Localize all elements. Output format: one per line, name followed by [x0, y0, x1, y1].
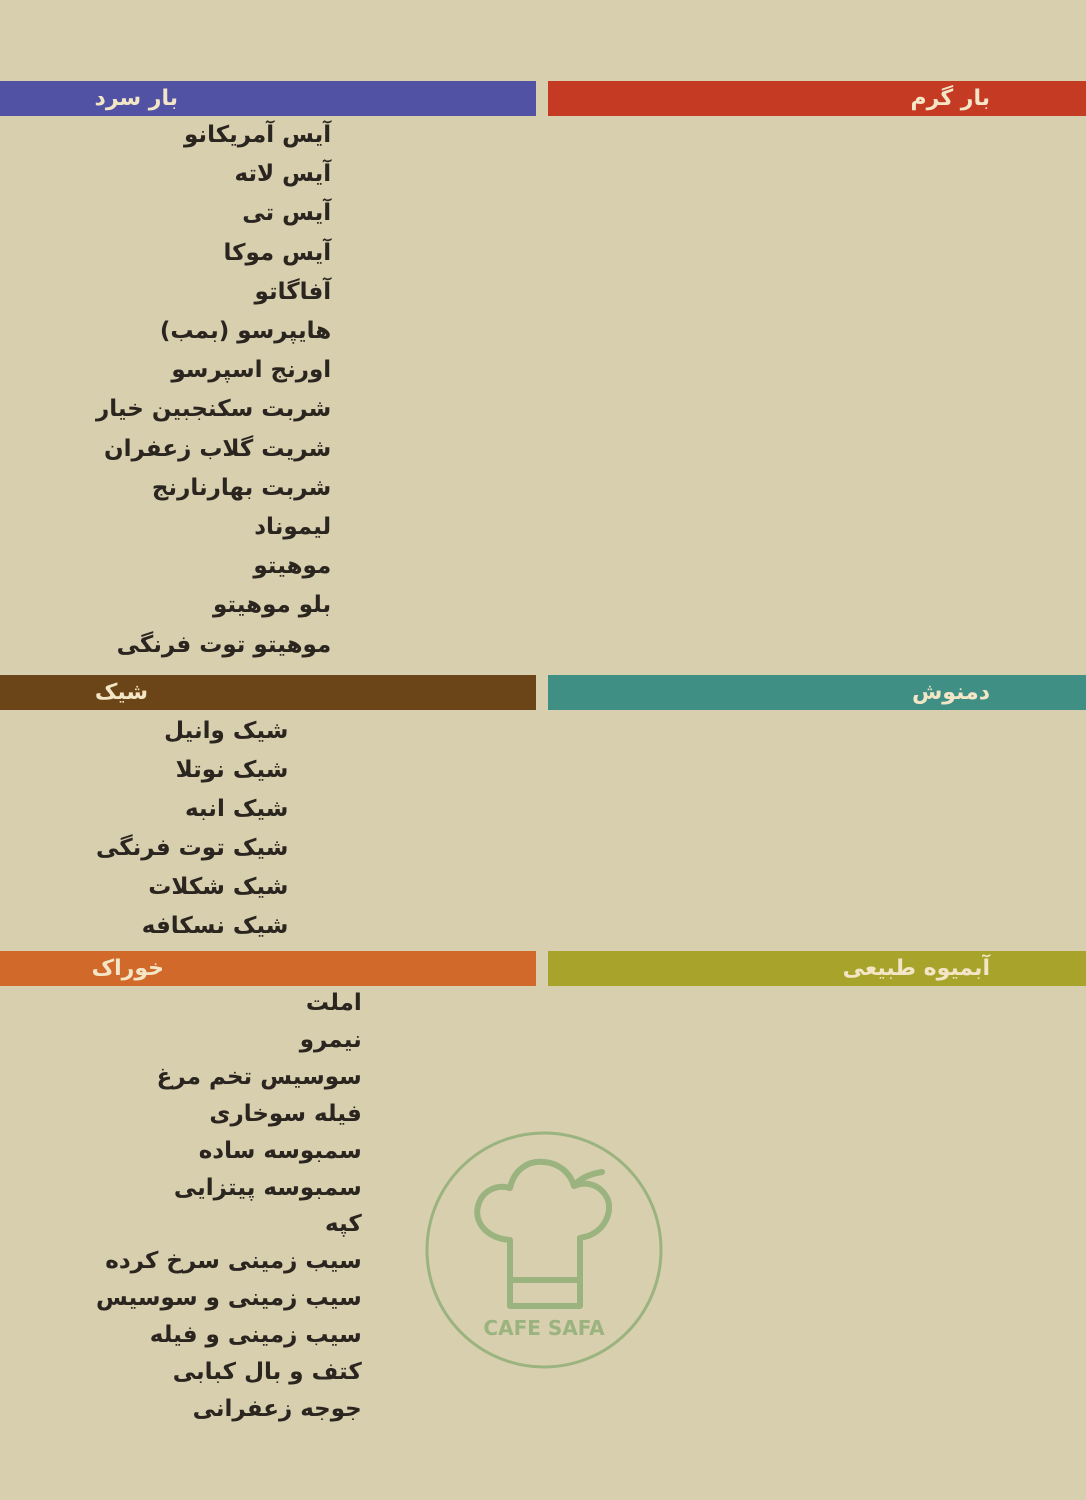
section-header-juice — [548, 951, 1086, 986]
menu-item: شیک نسکافه — [141, 913, 289, 939]
menu-item: موهیتو توت فرنگی — [116, 631, 332, 658]
menu-item: کپه — [325, 1211, 362, 1238]
menu-item: بلو موهیتو — [212, 592, 332, 619]
chef-hat-icon — [477, 1162, 609, 1306]
logo-text: CAFE SAFA — [483, 1316, 605, 1340]
menu-item: شیک توت فرنگی — [96, 835, 289, 861]
menu-item: آفاگاتو — [254, 278, 332, 305]
menu-item: جوجه زعفرانی — [192, 1395, 362, 1422]
section-header-cold-bar — [0, 81, 536, 116]
menu-item: سیب زمینی و فیله — [149, 1322, 362, 1349]
section-title: بار سرد — [94, 86, 178, 111]
menu-item: موهیتو — [253, 553, 332, 580]
menu-item: سیب زمینی سرخ کرده — [105, 1248, 362, 1275]
menu-item: آیس تی — [242, 200, 332, 227]
menu-item: شریت گلاب زعفران — [103, 435, 332, 462]
menu-item: سوسیس تخم مرغ — [156, 1063, 362, 1090]
section-title: شیک — [94, 680, 148, 705]
section-title: بار گرم — [910, 86, 990, 111]
menu-item: شربت بهارنارنج — [151, 474, 332, 501]
menu-item: سمبوسه پیتزایی — [173, 1174, 362, 1201]
menu-list-food — [96, 985, 362, 1428]
menu-item: شیک وانیل — [164, 718, 289, 744]
menu-item: نیمرو — [299, 1026, 362, 1053]
menu-item: شیک شکلات — [148, 874, 289, 900]
menu-item: سمبوسه ساده — [198, 1137, 362, 1164]
section-header-herbal — [548, 675, 1086, 710]
cafe-logo — [424, 1130, 664, 1370]
menu-item: آیس موکا — [223, 239, 332, 266]
section-title: آبمیوه طبیعی — [842, 956, 990, 981]
menu-item: اورنج اسپرسو — [171, 357, 332, 384]
menu-item: شیک نوتلا — [175, 757, 289, 783]
menu-item: سیب زمینی و سوسیس — [96, 1285, 362, 1312]
menu-item: هایپرسو (بمب) — [159, 318, 332, 345]
menu-item: املت — [305, 990, 362, 1016]
menu-item: آیس آمریکانو — [184, 122, 332, 148]
menu-item: کتف و بال کبابی — [172, 1359, 362, 1386]
menu-item: آیس لاته — [234, 161, 332, 188]
menu-item: شربت سکنجبین خیار — [96, 396, 332, 423]
section-header-food — [0, 951, 536, 986]
menu-list-shake — [96, 712, 288, 946]
section-header-shake — [0, 675, 536, 710]
section-title: دمنوش — [911, 680, 990, 705]
menu-item: شیک انبه — [184, 796, 289, 822]
menu-list-cold-bar — [96, 116, 331, 665]
menu-item: لیموناد — [254, 514, 332, 541]
section-title: خوراک — [91, 956, 164, 981]
menu-item: فیله سوخاری — [209, 1100, 362, 1127]
section-header-hot-bar — [548, 81, 1086, 116]
